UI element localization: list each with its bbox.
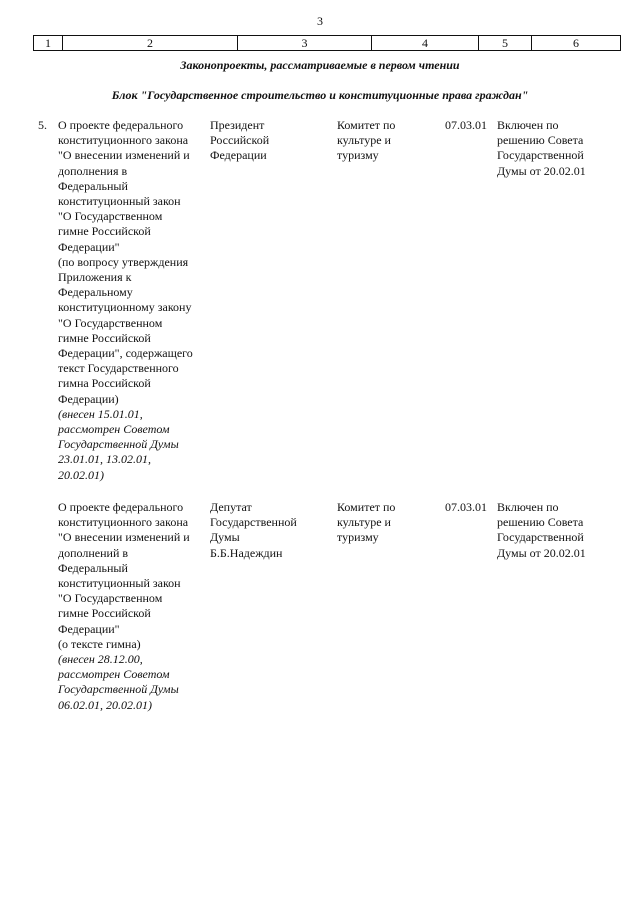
column-number: 1	[34, 36, 63, 51]
title-line: гимне Российской	[58, 606, 151, 621]
column-number: 4	[372, 36, 479, 51]
author-line: Думы	[210, 530, 240, 545]
status-line: Думы от 20.02.01	[497, 163, 586, 178]
column-number: 5	[479, 36, 532, 51]
title-line: "О внесении изменений и	[58, 148, 190, 163]
title-line: Федеральный	[58, 560, 128, 575]
title-line: дополнения в	[58, 163, 128, 178]
title-line: конституционный закон	[58, 194, 181, 209]
bill-title	[58, 500, 208, 713]
title-line: Федерации", содержащего	[58, 346, 193, 361]
column-number: 3	[238, 36, 372, 51]
author-line: Государственной	[210, 515, 297, 530]
author-line: Президент	[210, 118, 265, 132]
title-line: текст Государственного	[58, 361, 179, 376]
note-line: Государственной Думы	[58, 682, 179, 697]
bill-author	[210, 118, 330, 164]
status-line: решению Совета	[497, 133, 584, 148]
consideration-date: 07.03.01	[445, 118, 487, 132]
status-line: Включен по	[497, 500, 559, 514]
note-line: Государственной Думы	[58, 437, 179, 452]
title-line: дополнений в	[58, 545, 129, 560]
title-line: Федерации"	[58, 239, 120, 254]
author-line: Российской	[210, 133, 270, 148]
entry-number: 5.	[38, 118, 47, 132]
bill-author	[210, 500, 330, 561]
title-line: Федерации"	[58, 621, 120, 636]
committee-line: туризму	[337, 148, 379, 163]
status-line: решению Совета	[497, 515, 584, 530]
note-line: (внесен 28.12.00,	[58, 652, 143, 667]
title-line: Федерации)	[58, 391, 119, 406]
status-line: Государственной	[497, 530, 584, 545]
column-number: 2	[63, 36, 238, 51]
committee-line: культуре и	[337, 133, 391, 148]
title-line: (о тексте гимна)	[58, 636, 141, 651]
block-heading: Блок "Государственное строительство и конституционные права граждан"	[111, 88, 529, 102]
section-heading: Законопроекты, рассматриваемые в первом чтении	[180, 58, 460, 72]
column-number: 6	[532, 36, 621, 51]
consideration-date: 07.03.01	[445, 500, 487, 514]
title-line: гимне Российской	[58, 330, 151, 345]
responsible-committee	[337, 118, 437, 164]
page-number: 3	[317, 14, 323, 28]
title-line: "О Государственном	[58, 591, 163, 606]
title-line: гимна Российской	[58, 376, 151, 391]
title-line: "О Государственном	[58, 209, 163, 224]
title-line: конституционный закон	[58, 576, 181, 591]
title-line: О проекте федерального	[58, 500, 184, 514]
title-line: О проекте федерального	[58, 118, 184, 132]
note-line: рассмотрен Советом	[58, 667, 170, 682]
inclusion-status	[497, 118, 617, 179]
committee-line: туризму	[337, 530, 379, 545]
title-line: Федеральному	[58, 285, 133, 300]
title-line: "О Государственном	[58, 315, 163, 330]
title-line: конституционного закона	[58, 515, 189, 530]
responsible-committee	[337, 500, 437, 546]
note-line: (внесен 15.01.01,	[58, 406, 143, 421]
title-line: Федеральный	[58, 178, 128, 193]
author-line: Депутат	[210, 500, 252, 514]
status-line: Думы от 20.02.01	[497, 545, 586, 560]
title-line: "О внесении изменений и	[58, 530, 190, 545]
note-line: 20.02.01)	[58, 467, 104, 482]
status-line: Включен по	[497, 118, 559, 132]
committee-line: Комитет по	[337, 118, 396, 132]
status-line: Государственной	[497, 148, 584, 163]
author-line: Б.Б.Надеждин	[210, 545, 283, 560]
title-line: гимне Российской	[58, 224, 151, 239]
column-number-header	[33, 35, 621, 51]
title-line: Приложения к	[58, 270, 132, 285]
title-line: (по вопросу утверждения	[58, 254, 189, 269]
author-line: Федерации	[210, 148, 267, 163]
title-line: конституционному закону	[58, 300, 192, 315]
note-line: 23.01.01, 13.02.01,	[58, 452, 151, 467]
bill-title	[58, 118, 208, 483]
committee-line: Комитет по	[337, 500, 396, 514]
inclusion-status	[497, 500, 617, 561]
note-line: рассмотрен Советом	[58, 422, 170, 437]
note-line: 06.02.01, 20.02.01)	[58, 697, 152, 712]
committee-line: культуре и	[337, 515, 391, 530]
title-line: конституционного закона	[58, 133, 189, 148]
